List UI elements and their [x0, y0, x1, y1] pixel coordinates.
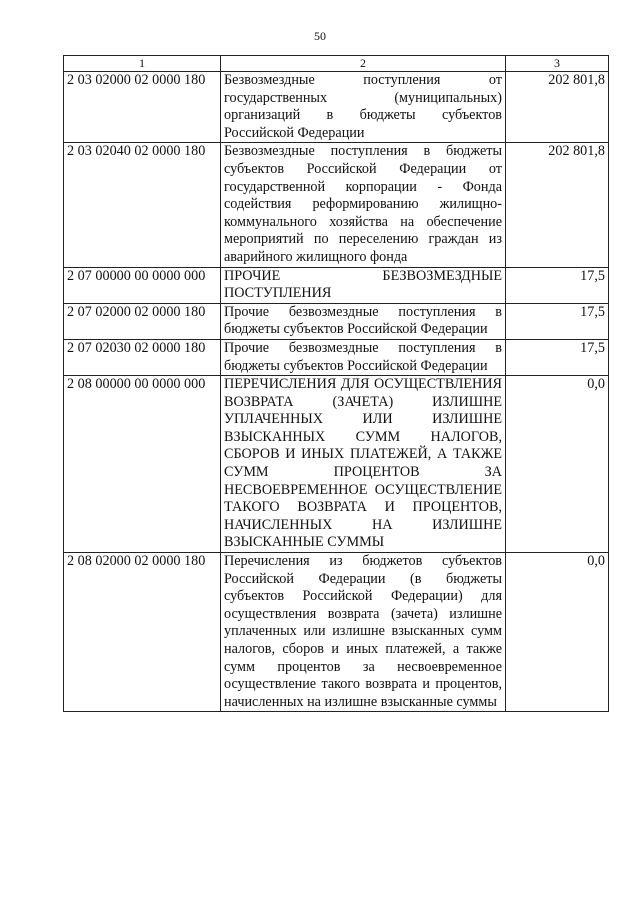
budget-code-cell: 2 07 00000 00 0000 000	[64, 267, 221, 303]
amount-cell: 202 801,8	[506, 143, 609, 267]
budget-code-cell: 2 03 02000 02 0000 180	[64, 72, 221, 143]
table-row	[64, 72, 609, 143]
description-cell: ПЕРЕЧИСЛЕНИЯ ДЛЯ ОСУЩЕСТВЛЕНИЯ ВОЗВРАТА (ЗАЧЕТА) ИЗЛИШНЕ УПЛАЧЕННЫХ ИЛИ ИЗЛИШНЕ ВЗЫСКАННЫХ СУММ НАЛОГОВ, СБОРОВ И ИНЫХ ПЛАТЕЖЕЙ, А ТАКЖЕ СУММ ПРОЦЕНТОВ ЗА НЕСВОЕВРЕМЕННОЕ ОСУЩЕСТВЛЕНИЕ ТАКОГО ВОЗВРАТА И ПРОЦЕНТОВ, НАЧИСЛЕННЫХ НА ИЗЛИШНЕ ВЗЫСКАННЫЕ СУММЫ	[221, 376, 506, 553]
amount-cell: 17,5	[506, 339, 609, 375]
amount-cell: 17,5	[506, 303, 609, 339]
table-row	[64, 339, 609, 375]
description-cell: Прочие безвозмездные поступления в бюджеты субъектов Российской Федерации	[221, 339, 506, 375]
budget-code-cell: 2 08 00000 00 0000 000	[64, 376, 221, 553]
column-header-1: 1	[64, 56, 221, 72]
table-row	[64, 376, 609, 553]
table-header-row	[64, 56, 609, 72]
budget-code-cell: 2 08 02000 02 0000 180	[64, 553, 221, 712]
description-cell: Безвозмездные поступления в бюджеты субъектов Российской Федерации от государственной корпорации - Фонда содействия реформированию жилищно-коммунального хозяйства на обеспечение мероприятий по переселению граждан из аварийного жилищного фонда	[221, 143, 506, 267]
page-number: 50	[314, 29, 326, 43]
amount-cell: 0,0	[506, 376, 609, 553]
amount-cell: 0,0	[506, 553, 609, 712]
amount-cell: 202 801,8	[506, 72, 609, 143]
table-row	[64, 553, 609, 712]
budget-revenue-table	[63, 55, 609, 712]
budget-code-cell: 2 07 02030 02 0000 180	[64, 339, 221, 375]
description-cell: Безвозмездные поступления от государственных (муниципальных) организаций в бюджеты субъектов Российской Федерации	[221, 72, 506, 143]
budget-code-cell: 2 03 02040 02 0000 180	[64, 143, 221, 267]
table-row	[64, 303, 609, 339]
column-header-2: 2	[221, 56, 506, 72]
description-cell: ПРОЧИЕ БЕЗВОЗМЕЗДНЫЕ ПОСТУПЛЕНИЯ	[221, 267, 506, 303]
table-row	[64, 143, 609, 267]
budget-code-cell: 2 07 02000 02 0000 180	[64, 303, 221, 339]
column-header-3: 3	[506, 56, 609, 72]
amount-cell: 17,5	[506, 267, 609, 303]
description-cell: Прочие безвозмездные поступления в бюджеты субъектов Российской Федерации	[221, 303, 506, 339]
table-row	[64, 267, 609, 303]
description-cell: Перечисления из бюджетов субъектов Российской Федерации (в бюджеты субъектов Российской Федерации) для осуществления возврата (зачета) излишне уплаченных или излишне взысканных сумм налогов, сборов и иных платежей, а также сумм процентов за несвоевременное осуществление такого возврата и процентов, начисленных на излишне взысканные суммы	[221, 553, 506, 712]
